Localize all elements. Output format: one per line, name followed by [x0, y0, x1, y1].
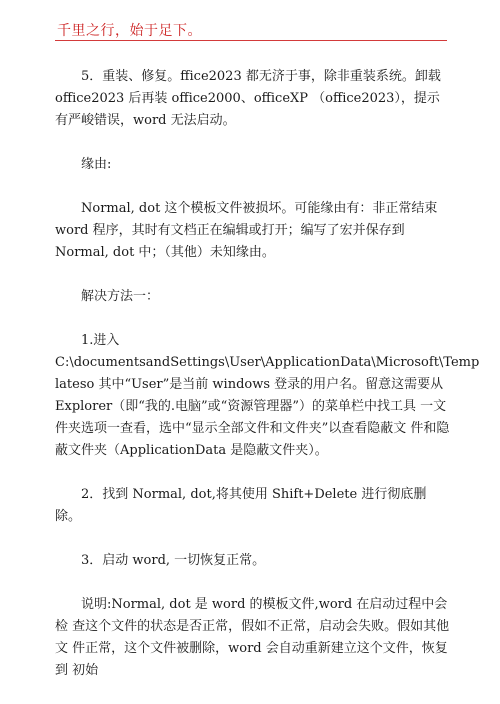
paragraph-note: 说明:Normal, dot 是 word 的模板文件,word 在启动过程中会检 查这个文件的状态是否正常，假如不正常，启动会失败。假如其他文 件正常，这个文件被删除，word 会自动重新建立这个文件，恢复到 初始: [55, 597, 450, 678]
step-1-description: lateso 其中“User”是当前 windows 登录的用户名。留意这需要从 Explorer（即“我的.电脑”或“资源管理器”）的菜单栏中找工具 一文件夹选项一查看，选中“显示全部文件和文件夹”以查看隐蔽文 件和隐蔽文件夹（ApplicationData 是隐蔽文件夹）。: [55, 377, 450, 458]
paragraph-cause-heading: 缘由:: [81, 157, 112, 172]
header-divider: [55, 40, 447, 41]
paragraph-step-3: 3．启动 word, 一切恢复正常。: [81, 553, 266, 568]
document-body: [55, 66, 480, 704]
paragraph-cause: Normal, dot 这个模板文件被损坏。可能缘由有：非正常结束 word 程序，其时有文档正在编辑或打开；编写了宏并保存到 Normal, dot 中；（其他）未知缘由。: [55, 201, 438, 260]
step-1-path: C:\documentsandSettings\User\ApplicationData\Microsoft\Temp: [55, 355, 480, 370]
paragraph-step-2: 2．找到 Normal, dot,将其使用 Shift+Delete 进行彻底删除。: [55, 487, 427, 524]
step-1-label: 1.进入: [81, 333, 120, 348]
page-header: 千里之行，始于足下。: [57, 23, 202, 39]
paragraph-step-1: [55, 330, 480, 462]
paragraph-solution-heading: 解决方法一：: [81, 289, 160, 304]
paragraph-reinstall: 5．重装、修复。ffice2023 都无济于事，除非重装系统。卸载 office2023 后再装 office2000、officeXP （office2023），提示有严峻错误，word 无法启动。: [55, 69, 441, 128]
